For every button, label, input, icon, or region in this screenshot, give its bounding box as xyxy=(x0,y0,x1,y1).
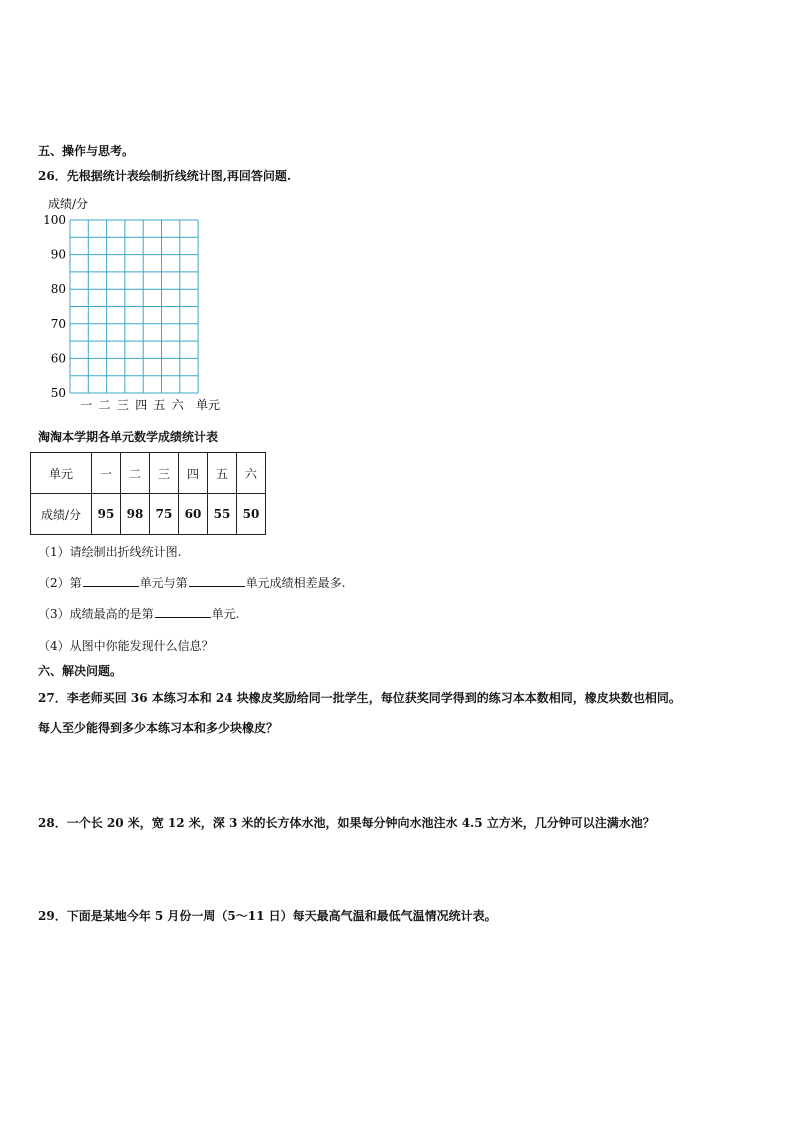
table-header-score: 成绩/分 xyxy=(31,494,92,535)
question-26-stem: 26．先根据统计表绘制折线统计图,再回答问题. xyxy=(38,169,292,183)
table-cell-score: 98 xyxy=(121,494,150,535)
grid-x-tick-label: 五 xyxy=(153,398,166,412)
table-cell-unit: 四 xyxy=(179,453,208,494)
table-cell-unit: 五 xyxy=(208,453,237,494)
question-27-line-1: 27．李老师买回 36 本练习本和 24 块橡皮奖励给同一批学生，每位获奖同学得到的练习本本数相同，橡皮块数也相同。 xyxy=(38,691,681,705)
table-cell-score: 95 xyxy=(92,494,121,535)
table-cell-unit: 六 xyxy=(237,453,266,494)
section-5-title: 五、操作与思考。 xyxy=(38,144,135,158)
grid-y-tick-label: 70 xyxy=(50,316,66,331)
table-cell-score: 60 xyxy=(179,494,208,535)
grid-y-label: 成绩/分 xyxy=(48,197,89,211)
question-28: 28．一个长 20 米，宽 12 米，深 3 米的长方体水池，如果每分钟向水池注水 4.5 立方米，几分钟可以注满水池？ xyxy=(38,816,655,830)
empty-chart-grid xyxy=(30,192,230,414)
grid-y-tick-label: 100 xyxy=(43,213,66,227)
question-26-sub-4: （4）从图中你能发现什么信息？ xyxy=(38,639,214,653)
question-26-sub-3 xyxy=(38,605,239,622)
sub-2-text-b: 单元与第 xyxy=(139,576,188,590)
table-row-units xyxy=(31,453,266,494)
grid-x-unit: 单元 xyxy=(196,398,221,412)
grid-x-ticks xyxy=(80,398,185,412)
table-cell-unit: 一 xyxy=(92,453,121,494)
grid-y-tick-label: 80 xyxy=(50,282,66,297)
grid-y-ticks xyxy=(43,213,66,400)
table-cell-score: 55 xyxy=(208,494,237,535)
answer-blank[interactable] xyxy=(189,575,245,587)
question-26-sub-2 xyxy=(38,574,345,591)
table-row-scores xyxy=(31,494,266,535)
grid-x-tick-label: 三 xyxy=(116,398,129,412)
table-cell-unit: 三 xyxy=(150,453,179,494)
sub-2-text-a: （2）第 xyxy=(38,576,82,590)
grid-x-tick-label: 二 xyxy=(98,398,111,412)
answer-blank[interactable] xyxy=(155,606,211,618)
grid-x-tick-label: 六 xyxy=(171,398,184,412)
table-header-unit: 单元 xyxy=(31,453,92,494)
grid-y-tick-label: 90 xyxy=(50,247,66,262)
sub-3-text-a: （3）成绩最高的是第 xyxy=(38,607,154,621)
grid-x-tick-label: 一 xyxy=(80,398,93,412)
scores-table xyxy=(30,452,266,535)
answer-blank[interactable] xyxy=(83,575,139,587)
section-6-title: 六、解决问题。 xyxy=(38,664,123,678)
grid-y-tick-label: 50 xyxy=(50,386,66,400)
table-cell-score: 50 xyxy=(237,494,266,535)
sub-3-text-b: 单元. xyxy=(211,607,240,621)
table-cell-unit: 二 xyxy=(121,453,150,494)
grid-x-tick-label: 四 xyxy=(135,398,148,412)
question-27-line-2: 每人至少能得到多少本练习本和多少块橡皮？ xyxy=(38,721,279,735)
sub-2-text-c: 单元成绩相差最多. xyxy=(245,576,346,590)
question-26-sub-1: （1）请绘制出折线统计图. xyxy=(38,545,182,559)
grid-y-tick-label: 60 xyxy=(50,351,66,366)
grid-lines xyxy=(70,220,198,393)
table-title: 淘淘本学期各单元数学成绩统计表 xyxy=(38,430,219,444)
question-29: 29．下面是某地今年 5 月份一周（5～11 日）每天最高气温和最低气温情况统计表。 xyxy=(38,909,497,923)
table-cell-score: 75 xyxy=(150,494,179,535)
